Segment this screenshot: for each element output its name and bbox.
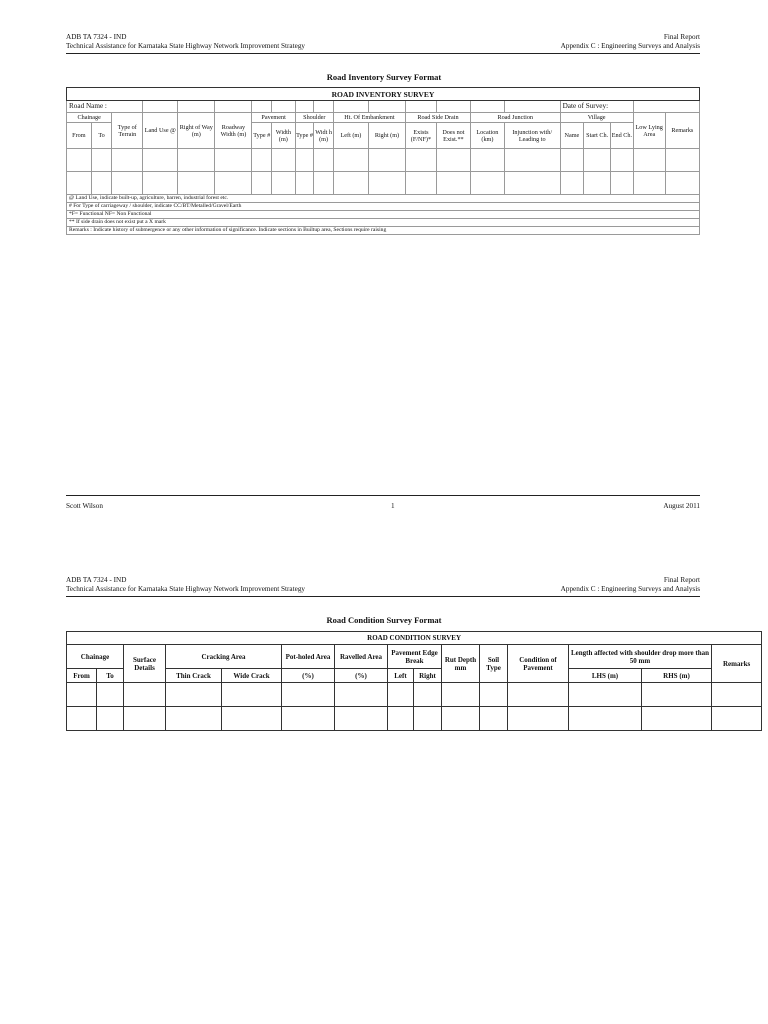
note-remarks: Remarks : Indicate history of submergence or any other information of significance. Indicate sections in Builtup area, Sections require raising — [67, 227, 700, 235]
col-landuse: Land Use @ — [143, 113, 178, 149]
page1-footer-rule — [66, 495, 700, 496]
page2-header-rule — [66, 596, 700, 597]
col-to: To — [97, 669, 124, 683]
page2-header-project: ADB TA 7324 - IND — [66, 576, 127, 584]
col-junction-location: Location (km) — [470, 123, 504, 149]
col-from: From — [67, 669, 97, 683]
col-shoulder-drop: Length affected with shoulder drop more than 50 mm — [569, 645, 712, 669]
page1-header-rule — [66, 53, 700, 54]
page1-header-subtitle: Technical Assistance for Karnataka State Highway Network Improvement Strategy — [66, 42, 306, 50]
page1-header-report: Final Report — [663, 33, 700, 41]
col-edge-left: Left — [388, 669, 414, 683]
note-functional: *F= Functional NF= Non Functional — [67, 211, 700, 219]
page1-header-project: ADB TA 7324 - IND — [66, 33, 127, 41]
road-condition-table — [66, 631, 762, 731]
col-shoulder-width: Widt h (m) — [314, 123, 334, 149]
page2-header-appendix: Appendix C : Engineering Surveys and Analysis — [560, 585, 700, 593]
footer-date: August 2011 — [663, 502, 700, 510]
col-drain-not-exist: Does not Exist.** — [436, 123, 470, 149]
page2-header-report: Final Report — [663, 576, 700, 584]
road-name-label: Road Name : — [67, 101, 143, 113]
col-village-end: End Ch. — [611, 123, 634, 149]
col-cracking-area: Cracking Area — [166, 645, 282, 669]
col-edge-break: Pavement Edge Break — [388, 645, 442, 669]
col-soil-type: Soil Type — [480, 645, 508, 683]
col-ravelled-unit: (%) — [335, 669, 388, 683]
col-group-drain: Road Side Drain — [406, 113, 471, 123]
col-terrain: Type of Terrain — [112, 113, 143, 149]
col-low-lying: Low Lying Area — [633, 113, 665, 149]
note-carriageway-type: # For Type of carriageway / shoulder, indicate CC/BT/Metalled/Gravel/Earth — [67, 203, 700, 211]
col-rut-depth: Rut Depth mm — [442, 645, 480, 683]
page2-header-subtitle: Technical Assistance for Karnataka State Highway Network Improvement Strategy — [66, 585, 306, 593]
col-group-pavement: Pavement — [252, 113, 295, 123]
table-row — [67, 683, 762, 707]
col-rhs: RHS (m) — [642, 669, 712, 683]
col-junction-injunction: Injunction with/ Leading to — [504, 123, 560, 149]
col-embankment-right: Right (m) — [368, 123, 405, 149]
col-group-embankment: Ht. Of Embankment — [333, 113, 405, 123]
table-row — [67, 149, 700, 172]
note-side-drain: ** If side drain does not exist put a X mark — [67, 219, 700, 227]
col-shoulder-type: Type # — [295, 123, 314, 149]
col-lhs: LHS (m) — [569, 669, 642, 683]
inventory-caption: ROAD INVENTORY SURVEY — [67, 88, 700, 101]
footer-page-number: 1 — [391, 502, 395, 510]
page1-header-appendix: Appendix C : Engineering Surveys and Analysis — [560, 42, 700, 50]
col-roadway-width: Roadway Width (m) — [215, 113, 252, 149]
col-embankment-left: Left (m) — [333, 123, 368, 149]
col-group-junction: Road Junction — [470, 113, 560, 123]
table-row — [67, 172, 700, 195]
footer-company: Scott Wilson — [66, 502, 103, 510]
page1-title: Road Inventory Survey Format — [326, 72, 442, 82]
col-right-of-way: Right of Way (m) — [178, 113, 215, 149]
col-potholed-unit: (%) — [282, 669, 335, 683]
road-inventory-table — [66, 87, 700, 235]
col-group-village: Village — [560, 113, 633, 123]
col-pavement-type: Type # — [252, 123, 272, 149]
col-wide-crack: Wide Crack — [222, 669, 282, 683]
col-chainage: Chainage — [67, 645, 124, 669]
col-condition: Condition of Pavement — [508, 645, 569, 683]
col-thin-crack: Thin Crack — [166, 669, 222, 683]
col-edge-right: Right — [414, 669, 442, 683]
col-to: To — [91, 123, 112, 149]
page2-title: Road Condition Survey Format — [326, 615, 442, 625]
col-group-shoulder: Shoulder — [295, 113, 333, 123]
col-ravelled-area: Ravelled Area — [335, 645, 388, 669]
note-land-use: @ Land Use, indicate built-up, agriculture, barren, industrial forest etc. — [67, 195, 700, 203]
col-drain-exists: Exists (F/NF)* — [406, 123, 437, 149]
col-remarks: Remarks — [665, 113, 699, 149]
date-of-survey-label: Date of Survey: — [560, 101, 633, 113]
col-surface-details: Surface Details — [124, 645, 166, 683]
col-village-name: Name — [560, 123, 584, 149]
col-remarks: Remarks — [712, 645, 762, 683]
col-village-start: Start Ch. — [584, 123, 611, 149]
col-pavement-width: Width (m) — [272, 123, 296, 149]
col-potholed-area: Pot-holed Area — [282, 645, 335, 669]
table-row — [67, 707, 762, 731]
condition-caption: ROAD CONDITION SURVEY — [67, 632, 762, 645]
col-group-chainage: Chainage — [67, 113, 112, 123]
col-from: From — [67, 123, 92, 149]
